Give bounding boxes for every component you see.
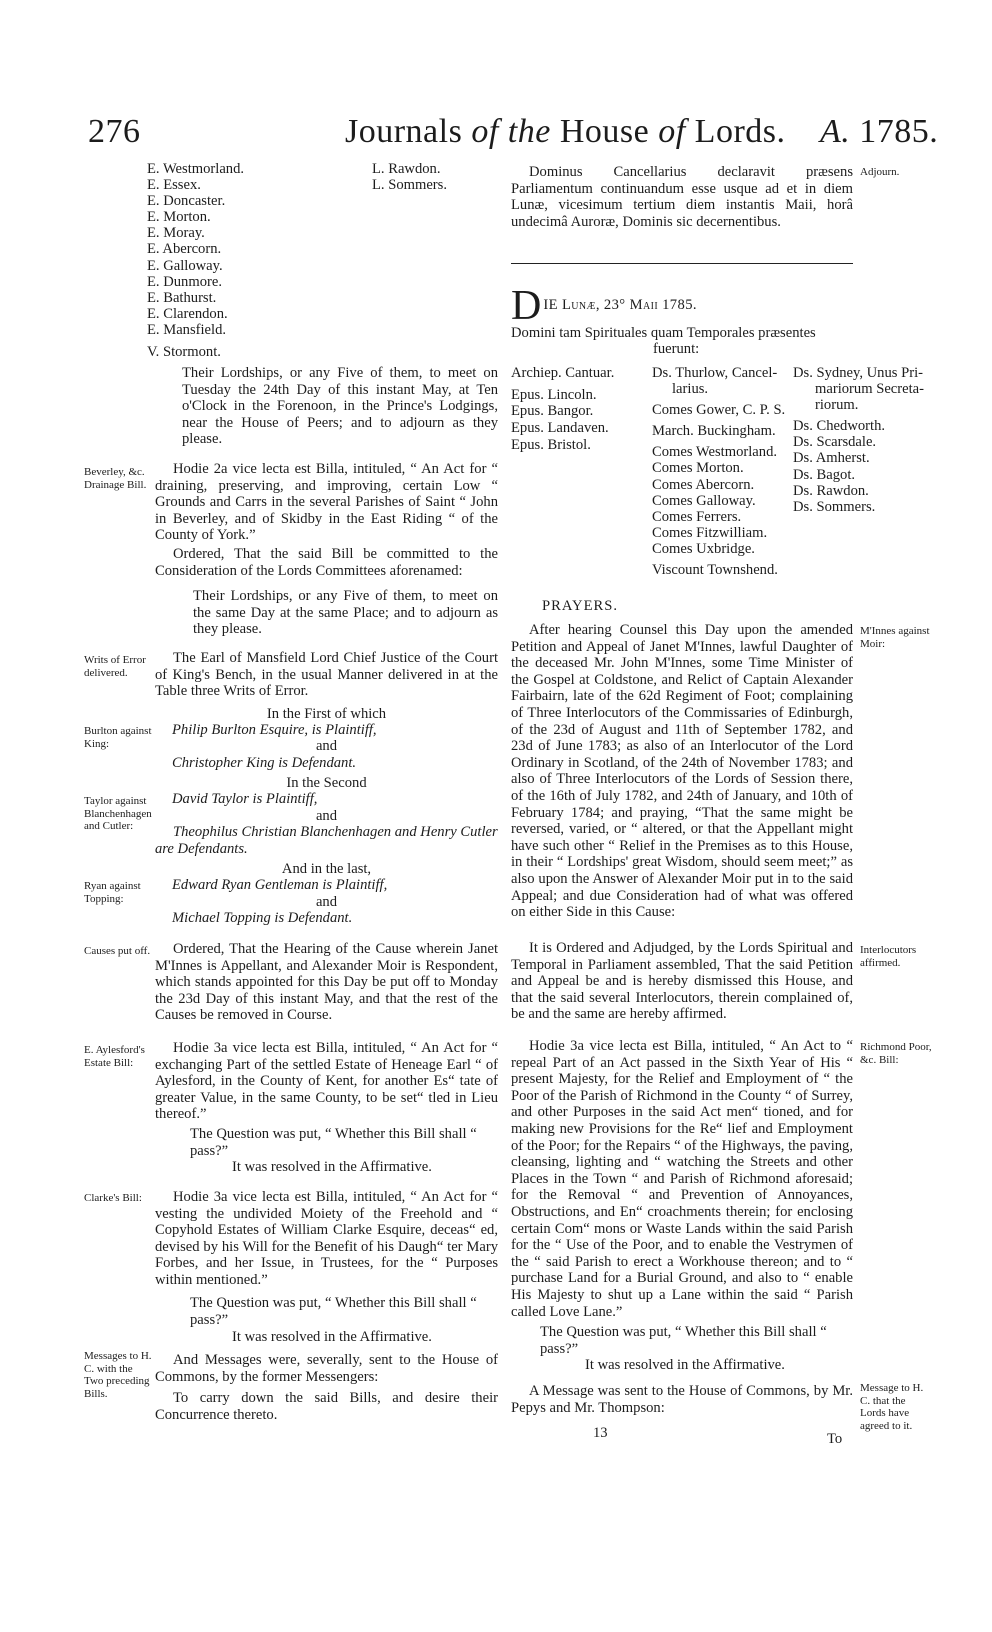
- margin-beverley: Beverley, &c. Drainage Bill.: [84, 466, 147, 491]
- title-word-lords: Lords.: [685, 113, 786, 150]
- first-defendant: Christopher King is Defendant.: [172, 755, 357, 771]
- messages-text: And Messages were, severally, sent to the House of Commons, by the former Messengers:: [155, 1352, 498, 1385]
- margin-causes: Causes put off.: [84, 945, 151, 957]
- adjudged-text: It is Ordered and Adjudged, by the Lords Spiritual and Temporal in Parliament assembled, That the said Petition and Appeal be and is hereby dismissed this House, and that the said several Interlocutors, therein complained of, be and the same are hereby affirmed.: [511, 940, 853, 1023]
- earl-entry: E. Mansfield.: [147, 321, 227, 338]
- first-writ-heading: In the First of which: [266, 706, 387, 722]
- baron-present-entry: Ds. Scarsdale.: [793, 434, 877, 451]
- and-connector: and: [315, 808, 338, 824]
- mcinnes-appeal-text: After hearing Counsel this Day upon the amended Petition and Appeal of Janet M'Innes, lawful Daughter of the deceased Mr. John M'Innes, some Time Minister of the Gospel at Coldstone, and Relict of Captain Alexander Fairbairn, late of the 62d Regiment of Foot; complaining of Three Interlocutors of the Commissaries of Edinburgh, of the 23d of August and 11th of September 1782, and 23d of June 1783; as also of an Interlocutor of the Lord Ordinary in Scotland, of the 24th of November 1783; and also of Three Interlocutors of the Lords of Session there, of the 16th of July 1782, and 24th of January, and 10th of February 1784; and praying, “That the same might be reversed, varied, or “ altered, or that the Appellant might have such other “ Relief in the Premises as to this House, in their “ Lordships' great Wisdom, should seem meet;” as also upon the Answer of Alexander Moir put in to the said Appeal; and due Consideration had of what was offered on either Side in this Cause:: [511, 622, 853, 921]
- margin-burlton: Burlton against King:: [84, 725, 152, 750]
- year-prefix: A.: [820, 113, 851, 150]
- baron-present-entry: riorum.: [815, 397, 859, 414]
- richmond-bill-text: Hodie 3a vice lecta est Billa, intituled, “ An Act to “ repeal Part of an Act passed in the Sixth Year of His “ present Majesty, for the Relief and Employment of “ the Poor of the Parish of Richmond in the County “ of Surrey, and other Purposes in the said Act men“ tioned, and for making new Provisions for the Re“ lief and Employment of the Poor; for the Repairs “ of the Highways, the paving, cleansing, lighting and “ watching the Streets and other Places in the Town “ and Parish of Richmond aforesaid; for the Removal “ and Prevention of Annoyances, Obstructions, and En“ croachments therein; for enclosing certain Com“ mons or Waste Lands within the said Parish for the “ Use of the Poor, and to enable the Vestrymen of the “ said Parish to erect a Workhouse thereon; and to “ purchase Land for a Burial Ground, and also to “ enable His Majesty to shut up a Lane within the said “ Parish called Love Lane.”: [511, 1038, 853, 1320]
- title-word-house: House: [559, 113, 650, 150]
- officer-entry: Ds. Thurlow, Cancel-: [652, 365, 778, 381]
- question-put-2: The Question was put, “ Whether this Bill shall “ pass?”: [190, 1295, 477, 1328]
- margin-writs: Writs of Error delivered.: [84, 654, 146, 679]
- margin-adjourn: Adjourn.: [860, 166, 900, 178]
- margin-taylor: Taylor against Blanchenhagen and Cutler:: [84, 795, 152, 832]
- earl-entry: E. Clarendon.: [147, 305, 228, 322]
- officer-entry: Viscount Townshend.: [652, 562, 778, 579]
- section-divider: [511, 263, 853, 264]
- bishops-list: [511, 365, 614, 454]
- first-plaintiff: Philip Burlton Esquire, is Plaintiff,: [172, 722, 377, 738]
- lordships-meet-1: Their Lordships, or any Five of them, to meet on Tuesday the 24th Day of this instant May, at Ten o'Clock in the Forenoon, in the Prince's Lodgings, near the House of Peers; and to adjourn as they please.: [182, 365, 498, 448]
- earl-entry: E. Essex.: [147, 177, 201, 194]
- catchword: To: [827, 1431, 843, 1447]
- earl-entry: E. Dunmore.: [147, 273, 222, 290]
- signature-mark: 13: [593, 1425, 608, 1441]
- last-defendant: Michael Topping is Defendant.: [172, 910, 353, 926]
- earl-entry: E. Galloway.: [147, 257, 223, 274]
- earl-entry: E. Doncaster.: [147, 193, 226, 210]
- officer-entry: Comes Abercorn.: [652, 476, 755, 493]
- ordered-committed: Ordered, That the said Bill be committed to the Consideration of the Lords Committees aforenamed:: [155, 546, 498, 579]
- officer-entry: March. Buckingham.: [652, 423, 776, 440]
- barons-list: [372, 161, 447, 193]
- last-writ-heading: And in the last,: [281, 861, 372, 877]
- lordships-meet-2: Their Lordships, or any Five of them, to meet on the same Day at the same Place; and to adjourn as they please.: [193, 588, 498, 638]
- margin-richmond: Richmond Poor, &c. Bill:: [860, 1041, 932, 1066]
- baron-present-entry: Ds. Sommers.: [793, 498, 876, 515]
- resolved-1: It was resolved in the Affirmative.: [232, 1159, 432, 1175]
- journal-year: [820, 112, 938, 152]
- margin-message-to-hc: Message to H. C. that the Lords have agreed to it.: [860, 1382, 924, 1432]
- second-writ-heading: In the Second: [286, 775, 367, 791]
- and-connector: and: [315, 738, 338, 754]
- officer-entry: Comes Galloway.: [652, 492, 756, 509]
- title-word-of: of: [471, 113, 499, 150]
- baron-entry: L. Rawdon.: [372, 161, 441, 177]
- bishop-entry: Epus. Lincoln.: [511, 386, 597, 403]
- die-heading: [511, 283, 853, 329]
- second-plaintiff: David Taylor is Plaintiff,: [172, 791, 318, 807]
- die-date: IE Lunæ, 23° Maii 1785.: [543, 297, 697, 313]
- officer-entry: Comes Fitzwilliam.: [652, 524, 768, 541]
- bishop-entry: Epus. Bangor.: [511, 403, 594, 420]
- resolved-2: It was resolved in the Affirmative.: [232, 1329, 432, 1345]
- officer-entry: Comes Ferrers.: [652, 508, 742, 525]
- year-value: 1785.: [859, 113, 939, 150]
- journal-title: [345, 112, 786, 152]
- bishop-entry: Archiep. Cantuar.: [511, 365, 615, 381]
- officers-list: [652, 365, 785, 578]
- margin-clarke: Clarke's Bill:: [84, 1192, 142, 1204]
- margin-mcinnes: M'Innes against Moir:: [860, 625, 930, 650]
- bishop-entry: Epus. Bristol.: [511, 436, 591, 453]
- causes-put-off-text: Ordered, That the Hearing of the Cause wherein Janet M'Innes is Appellant, and Alexander Moir is Respondent, which stands appointed for this Day be put off to Monday the 23d Day of this instant May, and that the rest of the Causes be removed in Course.: [155, 941, 498, 1024]
- baron-present-entry: Ds. Bagot.: [793, 466, 856, 483]
- earl-entry: E. Morton.: [147, 209, 211, 226]
- title-word-the: the: [498, 113, 560, 150]
- title-word-journals: Journals: [345, 113, 472, 150]
- last-plaintiff: Edward Ryan Gentleman is Plaintiff,: [172, 877, 388, 893]
- margin-ryan: Ryan against Topping:: [84, 880, 141, 905]
- domini-line: Domini tam Spirituales quam Temporales præsentes: [511, 325, 816, 341]
- writs-text: The Earl of Mansfield Lord Chief Justice of the Court of King's Bench, in the usual Manner delivered in at the Table three Writs of Error.: [155, 650, 498, 700]
- question-put-1: The Question was put, “ Whether this Bill shall “ pass?”: [190, 1126, 477, 1159]
- officer-entry: Comes Uxbridge.: [652, 540, 755, 557]
- baron-present-entry: Ds. Sydney, Unus Pri-: [793, 365, 923, 381]
- earls-list: [147, 161, 244, 360]
- carry-down-text: To carry down the said Bills, and desire their Concurrence thereto.: [155, 1390, 498, 1423]
- officer-entry: larius.: [672, 381, 709, 398]
- barons-present-list: [793, 365, 924, 515]
- fuerunt-line: fuerunt:: [653, 341, 700, 357]
- second-defendants: Theophilus Christian Blanchenhagen and Henry Cutler are Defendants.: [155, 824, 498, 857]
- earl-entry: E. Bathurst.: [147, 289, 217, 306]
- margin-aylesford: E. Aylesford's Estate Bill:: [84, 1044, 145, 1069]
- earl-entry: E. Westmorland.: [147, 161, 245, 177]
- earl-entry: E. Moray.: [147, 225, 205, 242]
- baron-present-entry: mariorum Secreta-: [815, 381, 924, 398]
- margin-messages: Messages to H. C. with the Two preceding Bills.: [84, 1350, 152, 1400]
- baron-present-entry: Ds. Amherst.: [793, 450, 870, 467]
- baron-present-entry: Ds. Rawdon.: [793, 482, 869, 499]
- baron-entry: L. Sommers.: [372, 177, 447, 194]
- and-connector: and: [315, 894, 338, 910]
- aylesford-bill-text: Hodie 3a vice lecta est Billa, intituled, “ An Act for “ exchanging Part of the settled Estate of Heneage Earl “ of Aylesford, in the County of Kent, for another Es“ tate of greater Value, in the same County, to be set“ tled in Lieu thereof.”: [155, 1040, 498, 1123]
- drop-cap-d: D: [511, 283, 542, 329]
- viscount-entry: V. Stormont.: [147, 344, 221, 361]
- officer-entry: Comes Westmorland.: [652, 444, 778, 461]
- question-put-3: The Question was put, “ Whether this Bill shall “ pass?”: [540, 1324, 827, 1357]
- officer-entry: Comes Morton.: [652, 460, 744, 477]
- title-word-of-2: of: [649, 113, 686, 150]
- bishop-entry: Epus. Landaven.: [511, 420, 609, 437]
- message-text: A Message was sent to the House of Commons, by Mr. Pepys and Mr. Thompson:: [511, 1383, 853, 1416]
- prayers-heading: PRAYERS.: [542, 598, 619, 614]
- earl-entry: E. Abercorn.: [147, 241, 222, 258]
- beverley-bill-text: Hodie 2a vice lecta est Billa, intituled, “ An Act for “ draining, preserving, and improving, certain Low “ Grounds and Carrs in the several Parishes of Saint “ John in Beverley, and of Skidby in the East Riding “ of the County of York.”: [155, 461, 498, 544]
- baron-present-entry: Ds. Chedworth.: [793, 418, 886, 435]
- margin-interlocutors: Interlocutors affirmed.: [860, 944, 917, 969]
- clarke-bill-text: Hodie 3a vice lecta est Billa, intituled, “ An Act for “ vesting the undivided Moiety of the Freehold and “ Copyhold Estates of William Clarke Esquire, deceas“ ed, devised by his Will for the Benefit of his Daugh“ ter Mary Forbes, and her Issue, in Trustees, for the “ Purposes within mentioned.”: [155, 1189, 498, 1288]
- adjournment-text: Dominus Cancellarius declaravit præsens Parliamentum continuandum esse usque ad et in diem Lunæ, vicesimum tertium diem instantis Maii, horâ undecimâ Auroræ, Dominis sic decernentibus.: [511, 164, 853, 230]
- page-number: 276: [88, 113, 141, 150]
- officer-entry: Comes Gower, C. P. S.: [652, 402, 786, 419]
- resolved-3: It was resolved in the Affirmative.: [585, 1357, 785, 1373]
